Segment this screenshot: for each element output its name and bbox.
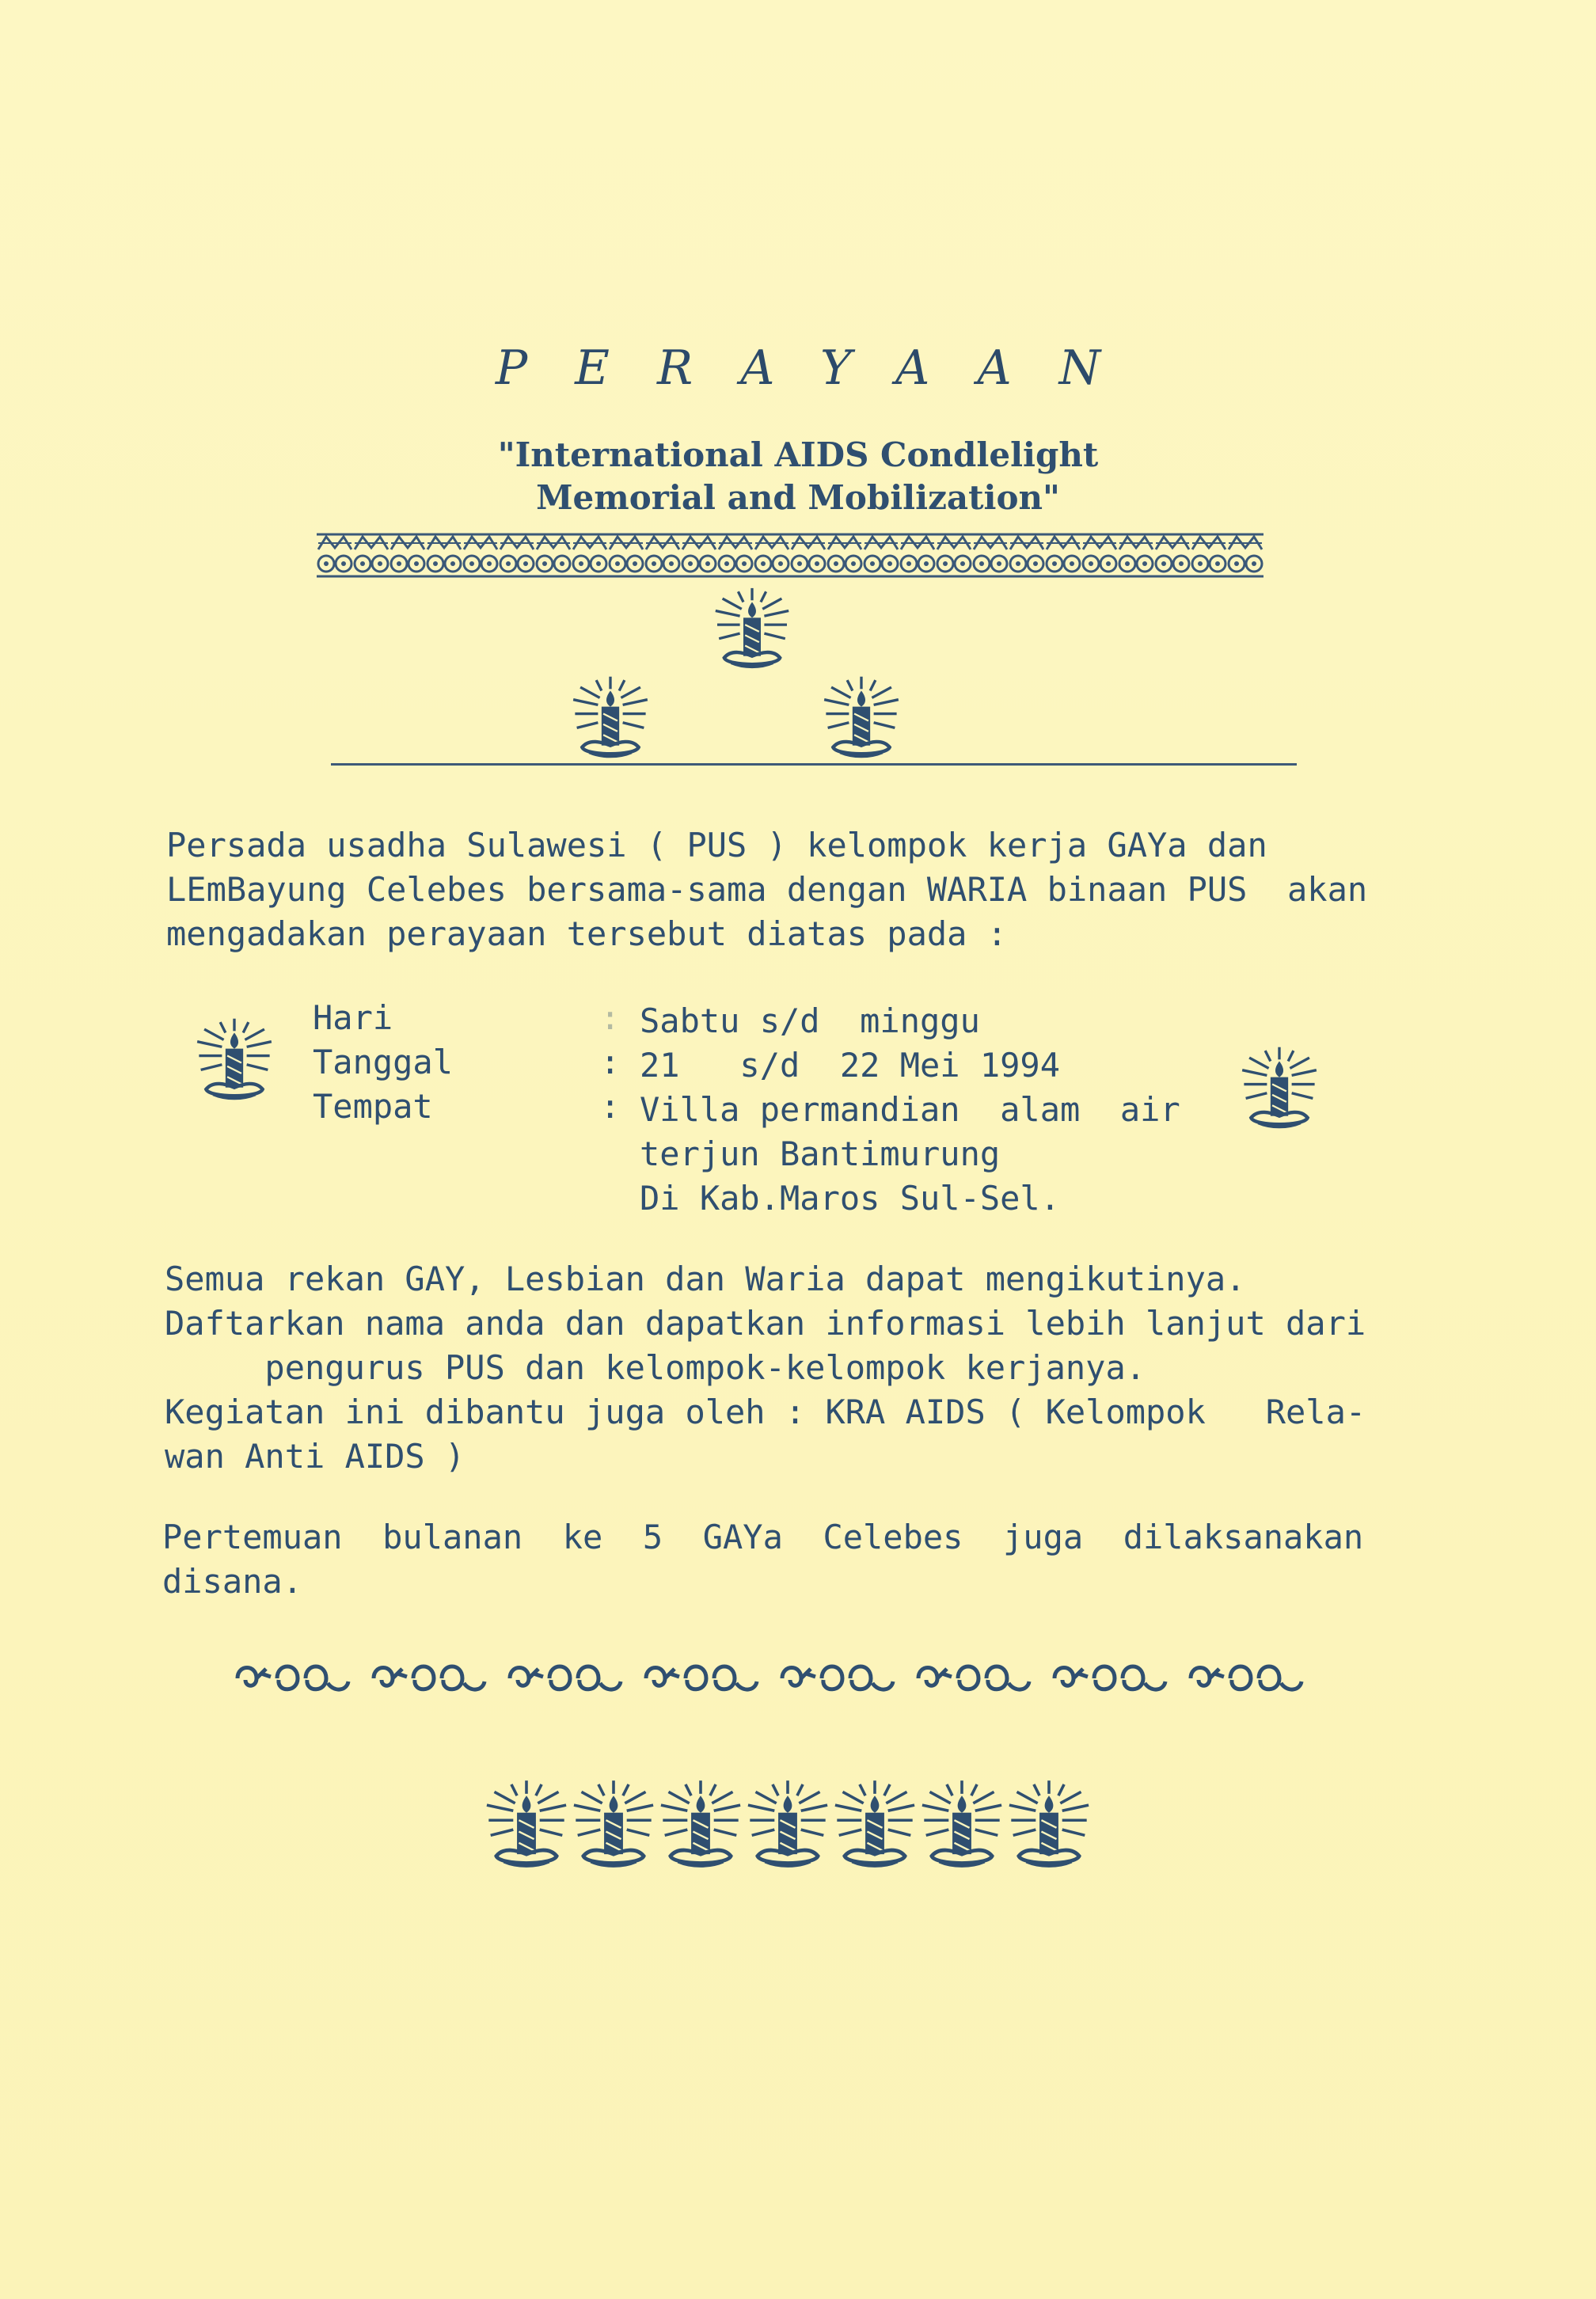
info-line: pengurus PUS dan kelompok-kelompok kerjanya. — [165, 1348, 1146, 1387]
subtitle-line-1: "International AIDS Condlelight — [497, 435, 1099, 474]
intro-line: mengadakan perayaan tersebut diatas pada : — [166, 914, 1008, 953]
section-divider — [331, 763, 1297, 766]
candle-icon — [653, 1775, 748, 1873]
closing-line: Pertemuan bulanan ke 5 GAYa Celebes juga dilaksanakan — [162, 1518, 1364, 1556]
swirl-ornament — [230, 1647, 1338, 1710]
candle-icon — [190, 1013, 279, 1105]
subtitle-line-2: Memorial and Mobilization" — [536, 478, 1060, 517]
detail-value-date: 21 s/d 22 Mei 1994 — [640, 1046, 1061, 1085]
candle-icon — [566, 671, 655, 763]
details-values — [640, 999, 1180, 1221]
detail-colon: : — [600, 1043, 621, 1081]
candle-icon — [566, 1775, 661, 1873]
candle-icon — [1001, 1775, 1096, 1873]
candle-icon — [827, 1775, 922, 1873]
candle-icon — [740, 1775, 835, 1873]
candle-icon — [817, 671, 906, 763]
detail-value-place: Villa permandian alam air — [640, 1090, 1180, 1129]
intro-paragraph — [166, 823, 1367, 956]
closing-line: disana. — [162, 1562, 303, 1601]
candle-icon — [479, 1775, 574, 1873]
detail-label-day: Hari — [313, 998, 393, 1037]
info-line: Semua rekan GAY, Lesbian dan Waria dapat mengikutinya. — [165, 1260, 1246, 1298]
detail-value-place-cont: terjun Bantimurung — [640, 1134, 1001, 1173]
detail-value-day: Sabtu s/d minggu — [640, 1001, 980, 1040]
event-subtitle — [0, 434, 1596, 519]
candle-icon — [914, 1775, 1009, 1873]
info-line: wan Anti AIDS ) — [165, 1437, 466, 1476]
details-labels — [313, 996, 453, 1129]
candle-icon — [709, 583, 796, 674]
info-line: Kegiatan ini dibantu juga oleh : KRA AIDS ( Kelompok Rela- — [165, 1393, 1366, 1431]
detail-label-date: Tanggal — [313, 1043, 454, 1081]
info-paragraph — [165, 1257, 1366, 1479]
intro-line: Persada usadha Sulawesi ( PUS ) kelompok kerja GAYa dan — [166, 826, 1267, 864]
detail-colon: : — [600, 998, 621, 1037]
page-title: PERAYAAN — [495, 340, 1149, 396]
details-colons — [600, 996, 620, 1129]
closing-paragraph — [162, 1515, 1363, 1604]
detail-label-place: Tempat — [313, 1087, 433, 1126]
ornamental-border — [317, 532, 1264, 578]
detail-value-place-cont: Di Kab.Maros Sul-Sel. — [640, 1179, 1061, 1218]
detail-colon: : — [600, 1087, 621, 1126]
candle-icon — [1235, 1042, 1324, 1134]
intro-line: LEmBayung Celebes bersama-sama dengan WARIA binaan PUS akan — [166, 870, 1368, 909]
info-line: Daftarkan nama anda dan dapatkan informasi lebih lanjut dari — [165, 1304, 1366, 1343]
